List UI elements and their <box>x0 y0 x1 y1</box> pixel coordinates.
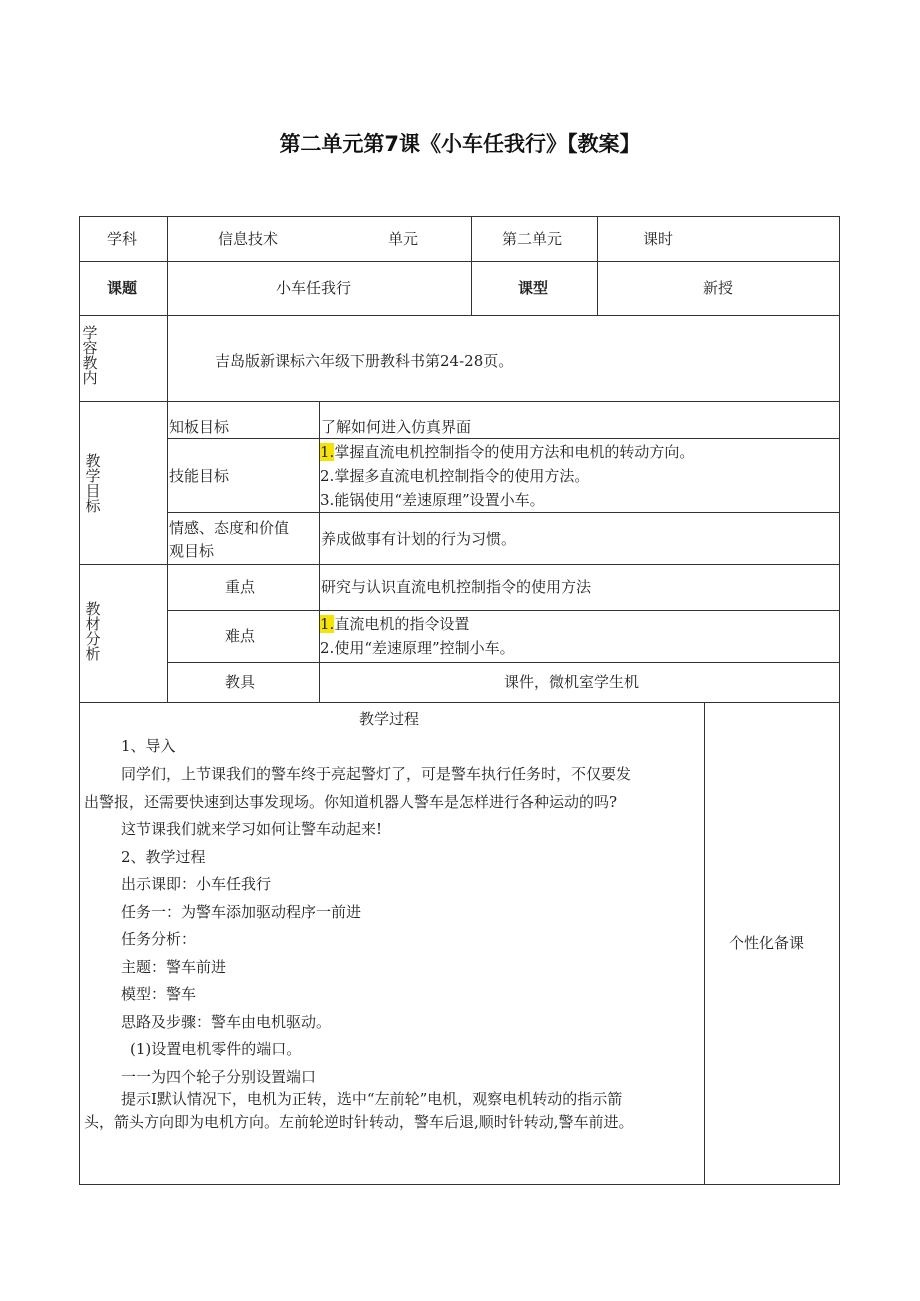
process-title: 教学过程 <box>359 710 420 728</box>
goals-label: 教学目标 <box>85 452 101 515</box>
difficulty-item <box>320 615 469 633</box>
tools-label: 教具 <box>225 673 256 691</box>
analysis-label: 教材分析 <box>85 600 101 663</box>
skill-item-text: 掌握多直流电机控制指令的使用方法。 <box>334 467 590 485</box>
tools-text: 课件，微机室学生机 <box>504 673 640 691</box>
type-value: 新授 <box>703 279 734 297</box>
skill-item <box>320 491 545 509</box>
process-line: 2、教学过程 <box>121 848 206 866</box>
unit-value: 第二单元 <box>502 230 563 248</box>
difficulty-item-text: 直流电机的指令设置 <box>334 615 470 633</box>
process-line: 一一为四个轮子分别设置端口 <box>121 1068 317 1086</box>
skill-item-num: 2. <box>320 467 335 485</box>
skill-item-num: 1. <box>320 443 335 461</box>
subject-value: 信息技术 <box>218 230 279 248</box>
content-text: 吉岛版新课标六年级下册教科书第24-28页。 <box>215 352 514 370</box>
skill-item <box>320 467 589 485</box>
document-title: 第二单元第7课《小车任我行》【教案】 <box>279 132 641 156</box>
skill-item-num: 3. <box>320 491 335 509</box>
process-line: 同学们，上节课我们的警车终于亮起警灯了，可是警车执行任务时，不仅要发 <box>121 765 632 783</box>
topic-value: 小车任我行 <box>276 279 352 297</box>
difficulty-item-num: 2. <box>320 639 335 657</box>
process-line: 1、导入 <box>121 737 176 755</box>
unit-label: 单元 <box>388 230 419 248</box>
subject-label: 学科 <box>107 230 138 248</box>
process-line: 思路及步骤：警车由电机驱动。 <box>121 1013 332 1031</box>
process-line: 这节课我们就来学习如何让警车动起来! <box>121 820 383 838</box>
process-line: 模型：警车 <box>121 985 197 1003</box>
type-label: 课型 <box>518 279 549 297</box>
skill-label: 技能目标 <box>169 467 230 485</box>
key-label: 重点 <box>225 578 256 596</box>
process-line: 出警报，还需要快速到达事发现场。你知道机器人警车是怎样进行各种运动的吗? <box>84 793 618 811</box>
skill-item-text: 掌握直流电机控制指令的使用方法和电机的转动方向。 <box>334 443 695 461</box>
process-line: (1)设置电机零件的端口。 <box>130 1040 302 1058</box>
knowledge-label: 知板目标 <box>169 418 230 436</box>
skill-item <box>320 443 694 461</box>
process-line: 提示I默认情况下，电机为正转，选中“左前轮”电机，观察电机转动的指示箭 <box>121 1090 623 1108</box>
process-line: 主题：警车前进 <box>121 958 227 976</box>
process-line: 出示课即：小车任我行 <box>121 875 272 893</box>
emotion-label-line1: 情感、态度和价值 <box>169 519 290 537</box>
difficulty-item <box>320 639 515 657</box>
difficulty-label: 难点 <box>225 627 256 645</box>
key-text: 研究与认识直流电机控制指令的使用方法 <box>321 578 592 596</box>
process-line: 任务分析： <box>121 930 197 948</box>
period-label: 课时 <box>643 230 674 248</box>
topic-label: 课题 <box>107 279 138 297</box>
difficulty-item-text: 使用“差速原理”控制小车。 <box>334 639 515 657</box>
process-line: 头，箭头方向即为电机方向。左前轮逆时针转动，警车后退,顺时针转动,警车前进。 <box>84 1113 634 1131</box>
content-label: 学容教内 <box>82 324 98 387</box>
skill-item-text: 能锅使用“差速原理”设置小车。 <box>334 491 545 509</box>
difficulty-item-num: 1. <box>320 615 335 633</box>
process-line: 任务一：为警车添加驱动程序一前进 <box>121 903 362 921</box>
knowledge-text: 了解如何进入仿真界面 <box>321 418 472 436</box>
personalized-prep-label: 个性化备课 <box>729 934 805 952</box>
emotion-label-line2: 观目标 <box>169 542 215 560</box>
emotion-text: 养成做事有计划的行为习惯。 <box>321 530 517 548</box>
